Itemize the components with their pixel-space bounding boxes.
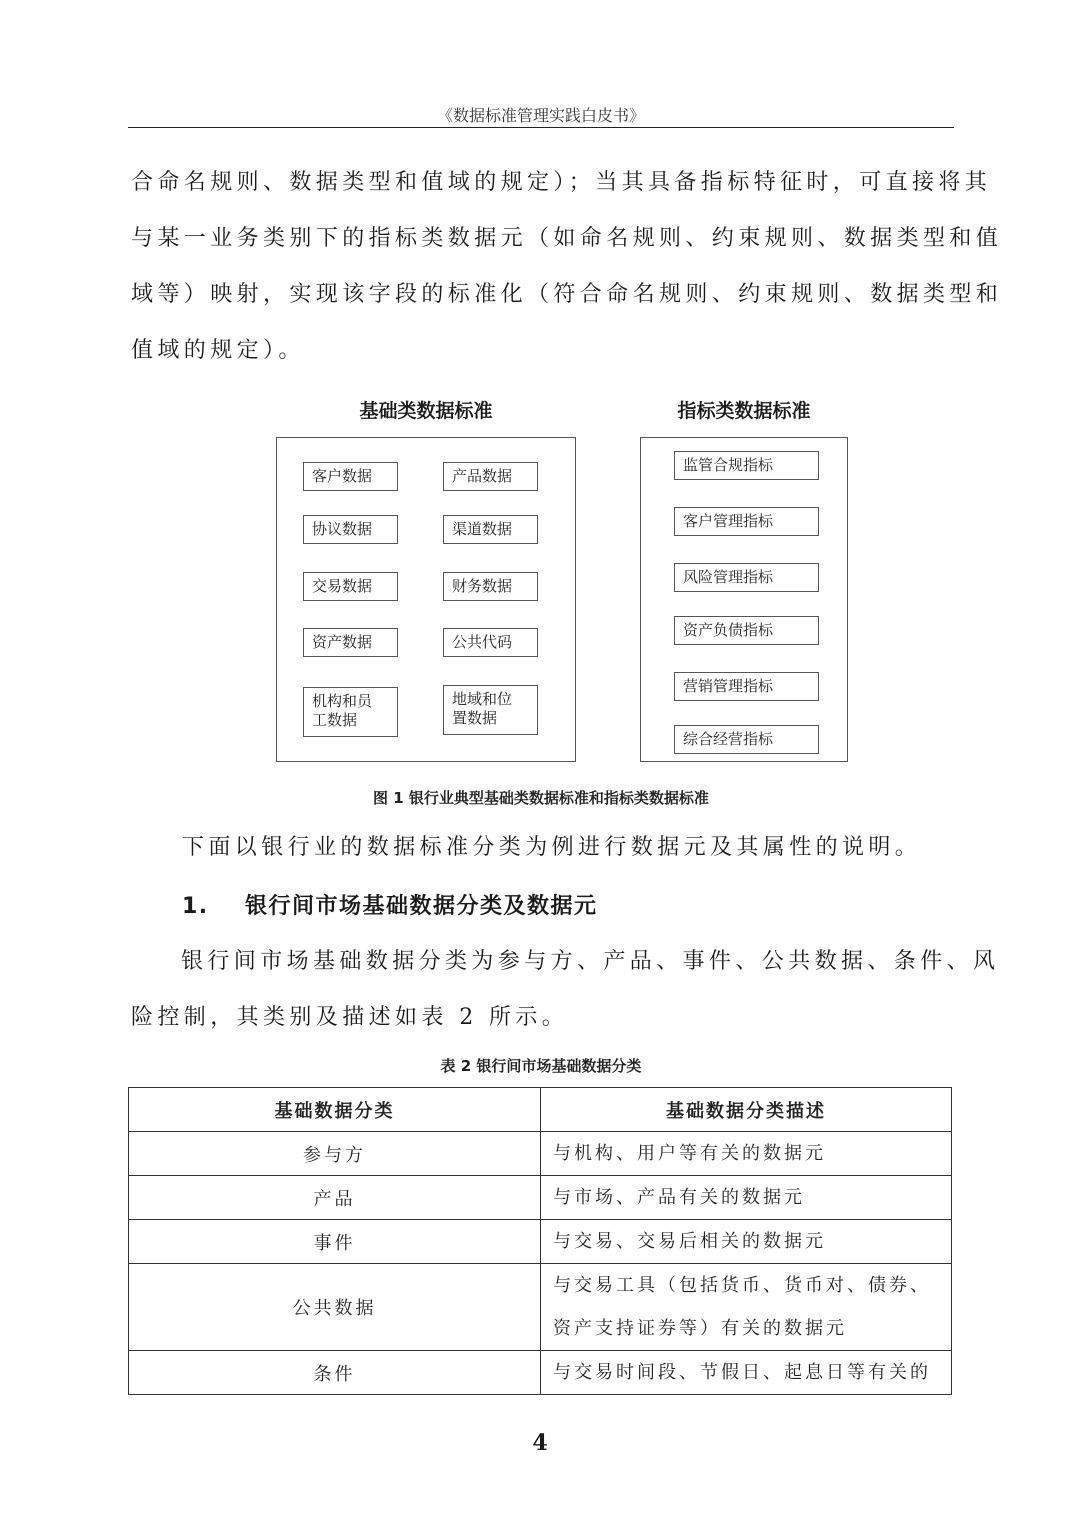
text-line: 域等）映射，实现该字段的标准化（符合命名规则、约束规则、数据类型和 [131,282,1003,307]
basic-standard-item: 资产数据 [303,628,398,657]
table-cell-description: 与交易、交易后相关的数据元 [541,1220,952,1264]
table-cell-category: 参与方 [129,1132,541,1176]
section-number: 1. [182,894,209,919]
table-header-cell: 基础数据分类描述 [541,1088,952,1132]
paragraph-intro [131,155,1003,379]
table-caption: 表 2 银行间市场基础数据分类 [440,1057,642,1075]
basic-standard-item: 交易数据 [303,572,398,601]
table-row [129,1220,952,1264]
paragraph-classification [131,934,1000,1046]
basic-standard-item: 客户数据 [303,462,398,491]
section-title: 银行间市场基础数据分类及数据元 [245,894,598,919]
figure-right-title: 指标类数据标准 [677,400,811,422]
text-line: 银行间市场基础数据分类为参与方、产品、事件、公共数据、条件、风 [181,949,1000,974]
table-row [129,1176,952,1220]
figure-caption: 图 1 银行业典型基础类数据标准和指标类数据标准 [373,789,709,807]
table-header-row [129,1088,952,1132]
table-cell-description: 与市场、产品有关的数据元 [541,1176,952,1220]
text-line: 合命名规则、数据类型和值域的规定）；当其具备指标特征时，可直接将其 [131,170,992,195]
basic-standard-item: 地域和位 置数据 [443,685,538,735]
table-cell-description: 与交易工具（包括货币、货币对、债券、 资产支持证券等）有关的数据元 [541,1264,952,1351]
indicator-standard-item: 监管合规指标 [674,451,819,480]
section-heading [182,889,782,920]
running-header: 《数据标准管理实践白皮书》 [436,106,645,125]
table-cell-category: 产品 [129,1176,541,1220]
indicator-standard-item: 风险管理指标 [674,563,819,592]
header-divider [128,127,954,128]
table-cell-description: 与交易时间段、节假日、起息日等有关的 [541,1351,952,1395]
paragraph-lead: 下面以银行业的数据标准分类为例进行数据元及其属性的说明。 [182,835,922,860]
data-classification-table [128,1087,952,1395]
indicator-standard-item: 资产负债指标 [674,616,819,645]
indicator-standard-item: 营销管理指标 [674,672,819,701]
table-header-cell: 基础数据分类 [129,1088,541,1132]
basic-standard-item: 产品数据 [443,462,538,491]
basic-standard-item: 渠道数据 [443,515,538,544]
indicator-standard-item: 客户管理指标 [674,507,819,536]
basic-standard-item: 协议数据 [303,515,398,544]
indicator-standards-box [640,437,848,762]
indicator-standard-item: 综合经营指标 [674,725,819,754]
figure-left-title: 基础类数据标准 [359,400,493,422]
basic-standard-item: 财务数据 [443,572,538,601]
basic-standard-item: 公共代码 [443,628,538,657]
table-cell-category: 事件 [129,1220,541,1264]
table-row [129,1351,952,1395]
text-line: 值域的规定）。 [131,338,305,363]
table-cell-description: 与机构、用户等有关的数据元 [541,1132,952,1176]
table-row [129,1264,952,1351]
table-cell-category: 条件 [129,1351,541,1395]
text-line: 险控制，其类别及描述如表 2 所示。 [131,1005,569,1030]
text-line: 与某一业务类别下的指标类数据元（如命名规则、约束规则、数据类型和值 [131,226,1003,251]
page-number: 4 [532,1430,548,1456]
basic-standard-item: 机构和员 工数据 [303,687,398,737]
table-cell-category: 公共数据 [129,1264,541,1351]
table-row [129,1132,952,1176]
